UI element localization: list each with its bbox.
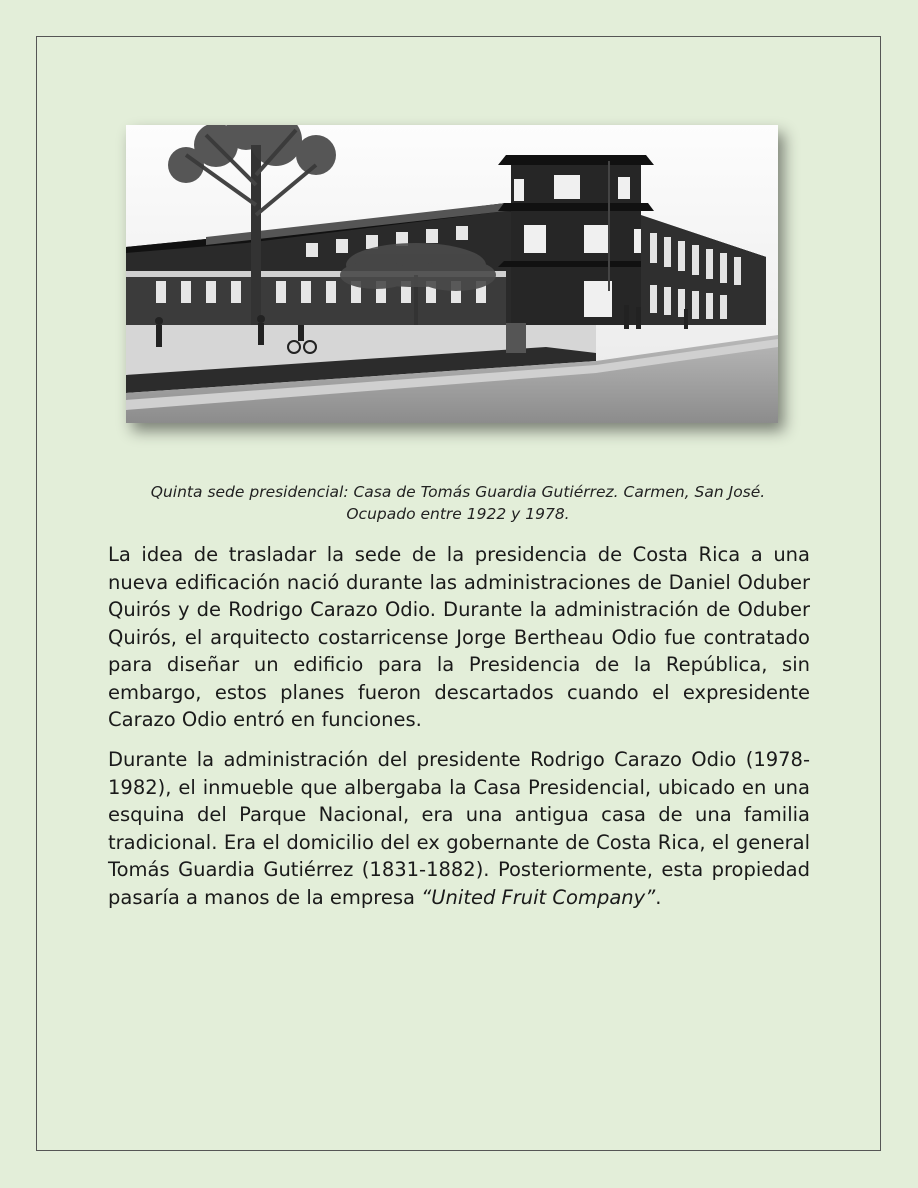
historic-building-photo [126, 125, 778, 423]
paragraph-2-end: . [655, 885, 662, 909]
paragraph-2-text: Durante la administración del presidente Rodrigo Carazo Odio (1978-1982), el inmueble que albergaba la Casa Presidencial, ubicado en una esquina del Parque Nacional, era una antigua casa de una familia tradicional. Era el domicilio del ex gobernante de Costa Rica, el general Tomás Guardia Gutiérrez (1831-1882). Posteriormente, esta propiedad pasaría a manos de la empresa [108, 748, 810, 909]
caption-line-1: Quinta sede presidencial: Casa de Tomás Guardia Gutiérrez. Carmen, San José. [150, 483, 766, 501]
photo-caption [100, 481, 816, 525]
paragraph-2-emphasis: “United Fruit Company” [421, 885, 656, 909]
paragraph-2 [108, 746, 810, 911]
photo-illustration [126, 125, 778, 423]
caption-line-2: Ocupado entre 1922 y 1978. [346, 505, 570, 523]
paragraph-1: La idea de trasladar la sede de la presidencia de Costa Rica a una nueva edificación nació durante las administraciones de Daniel Oduber Quirós y de Rodrigo Carazo Odio. Durante la administración de Oduber Quirós, el arquitecto costarricense Jorge Bertheau Odio fue contratado para diseñar un edificio para la Presidencia de la República, sin embargo, estos planes fueron descartados cuando el expresidente Carazo Odio entró en funciones. [108, 543, 810, 731]
